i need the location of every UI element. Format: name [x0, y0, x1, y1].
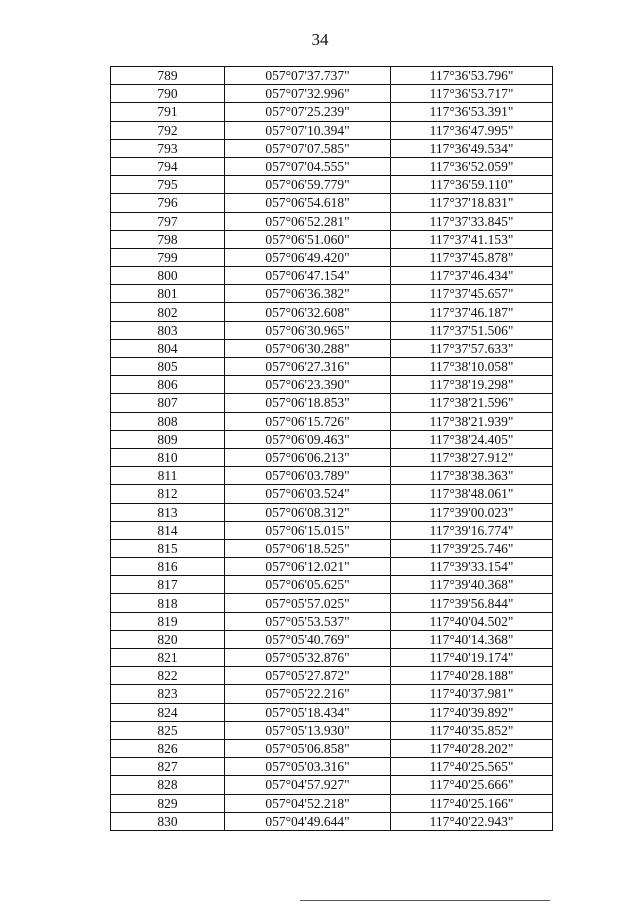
latitude-cell: 057°06'03.524" — [225, 485, 391, 503]
latitude-cell: 057°04'52.218" — [225, 794, 391, 812]
point-number-cell: 819 — [111, 612, 225, 630]
latitude-cell: 057°05'53.537" — [225, 612, 391, 630]
table-row — [111, 703, 553, 721]
point-number-cell: 814 — [111, 521, 225, 539]
longitude-cell: 117°36'53.391" — [391, 103, 553, 121]
point-number-cell: 796 — [111, 194, 225, 212]
table-row — [111, 321, 553, 339]
table-row — [111, 339, 553, 357]
latitude-cell: 057°05'22.216" — [225, 685, 391, 703]
latitude-cell: 057°06'05.625" — [225, 576, 391, 594]
longitude-cell: 117°38'38.363" — [391, 467, 553, 485]
longitude-cell: 117°37'51.506" — [391, 321, 553, 339]
longitude-cell: 117°40'25.166" — [391, 794, 553, 812]
table-row — [111, 376, 553, 394]
longitude-cell: 117°36'59.110" — [391, 176, 553, 194]
latitude-cell: 057°05'03.316" — [225, 758, 391, 776]
longitude-cell: 117°37'46.187" — [391, 303, 553, 321]
coordinates-table — [110, 66, 553, 831]
table-row — [111, 103, 553, 121]
latitude-cell: 057°07'25.239" — [225, 103, 391, 121]
latitude-cell: 057°06'09.463" — [225, 430, 391, 448]
point-number-cell: 820 — [111, 630, 225, 648]
latitude-cell: 057°07'32.996" — [225, 85, 391, 103]
longitude-cell: 117°38'48.061" — [391, 485, 553, 503]
latitude-cell: 057°06'30.288" — [225, 339, 391, 357]
table-row — [111, 194, 553, 212]
longitude-cell: 117°36'49.534" — [391, 139, 553, 157]
point-number-cell: 808 — [111, 412, 225, 430]
latitude-cell: 057°07'07.585" — [225, 139, 391, 157]
table-row — [111, 176, 553, 194]
longitude-cell: 117°37'45.878" — [391, 248, 553, 266]
point-number-cell: 826 — [111, 739, 225, 757]
latitude-cell: 057°06'08.312" — [225, 503, 391, 521]
longitude-cell: 117°36'53.796" — [391, 67, 553, 85]
table-row — [111, 467, 553, 485]
point-number-cell: 797 — [111, 212, 225, 230]
table-row — [111, 485, 553, 503]
table-row — [111, 630, 553, 648]
longitude-cell: 117°39'56.844" — [391, 594, 553, 612]
point-number-cell: 800 — [111, 267, 225, 285]
point-number-cell: 829 — [111, 794, 225, 812]
latitude-cell: 057°06'30.965" — [225, 321, 391, 339]
point-number-cell: 803 — [111, 321, 225, 339]
point-number-cell: 807 — [111, 394, 225, 412]
longitude-cell: 117°38'21.939" — [391, 412, 553, 430]
point-number-cell: 830 — [111, 812, 225, 830]
longitude-cell: 117°40'25.565" — [391, 758, 553, 776]
table-row — [111, 812, 553, 830]
latitude-cell: 057°05'40.769" — [225, 630, 391, 648]
table-row — [111, 430, 553, 448]
longitude-cell: 117°39'16.774" — [391, 521, 553, 539]
table-row — [111, 539, 553, 557]
longitude-cell: 117°38'27.912" — [391, 448, 553, 466]
latitude-cell: 057°06'47.154" — [225, 267, 391, 285]
longitude-cell: 117°40'19.174" — [391, 649, 553, 667]
table-row — [111, 758, 553, 776]
longitude-cell: 117°37'33.845" — [391, 212, 553, 230]
longitude-cell: 117°37'57.633" — [391, 339, 553, 357]
longitude-cell: 117°39'40.368" — [391, 576, 553, 594]
latitude-cell: 057°06'12.021" — [225, 558, 391, 576]
page-number: 34 — [311, 30, 329, 49]
latitude-cell: 057°07'37.737" — [225, 67, 391, 85]
point-number-cell: 811 — [111, 467, 225, 485]
table-row — [111, 85, 553, 103]
table-row — [111, 157, 553, 175]
longitude-cell: 117°40'28.188" — [391, 667, 553, 685]
longitude-cell: 117°40'22.943" — [391, 812, 553, 830]
longitude-cell: 117°36'52.059" — [391, 157, 553, 175]
longitude-cell: 117°38'19.298" — [391, 376, 553, 394]
point-number-cell: 791 — [111, 103, 225, 121]
longitude-cell: 117°40'28.202" — [391, 739, 553, 757]
latitude-cell: 057°07'10.394" — [225, 121, 391, 139]
table-row — [111, 267, 553, 285]
latitude-cell: 057°05'18.434" — [225, 703, 391, 721]
latitude-cell: 057°06'36.382" — [225, 285, 391, 303]
latitude-cell: 057°06'23.390" — [225, 376, 391, 394]
table-row — [111, 448, 553, 466]
point-number-cell: 818 — [111, 594, 225, 612]
longitude-cell: 117°40'04.502" — [391, 612, 553, 630]
point-number-cell: 798 — [111, 230, 225, 248]
point-number-cell: 809 — [111, 430, 225, 448]
table-row — [111, 667, 553, 685]
latitude-cell: 057°05'27.872" — [225, 667, 391, 685]
longitude-cell: 117°37'45.657" — [391, 285, 553, 303]
latitude-cell: 057°06'32.608" — [225, 303, 391, 321]
point-number-cell: 816 — [111, 558, 225, 576]
longitude-cell: 117°37'18.831" — [391, 194, 553, 212]
point-number-cell: 794 — [111, 157, 225, 175]
longitude-cell: 117°36'47.995" — [391, 121, 553, 139]
point-number-cell: 804 — [111, 339, 225, 357]
footer-rule — [300, 900, 550, 901]
latitude-cell: 057°05'32.876" — [225, 649, 391, 667]
table-row — [111, 503, 553, 521]
table-row — [111, 649, 553, 667]
longitude-cell: 117°39'33.154" — [391, 558, 553, 576]
latitude-cell: 057°06'27.316" — [225, 358, 391, 376]
latitude-cell: 057°06'18.525" — [225, 539, 391, 557]
point-number-cell: 805 — [111, 358, 225, 376]
longitude-cell: 117°37'41.153" — [391, 230, 553, 248]
point-number-cell: 822 — [111, 667, 225, 685]
longitude-cell: 117°40'35.852" — [391, 721, 553, 739]
point-number-cell: 801 — [111, 285, 225, 303]
latitude-cell: 057°06'59.779" — [225, 176, 391, 194]
table-row — [111, 776, 553, 794]
table-row — [111, 248, 553, 266]
point-number-cell: 789 — [111, 67, 225, 85]
latitude-cell: 057°06'51.060" — [225, 230, 391, 248]
latitude-cell: 057°05'06.858" — [225, 739, 391, 757]
table-row — [111, 794, 553, 812]
latitude-cell: 057°04'49.644" — [225, 812, 391, 830]
point-number-cell: 813 — [111, 503, 225, 521]
latitude-cell: 057°05'13.930" — [225, 721, 391, 739]
longitude-cell: 117°36'53.717" — [391, 85, 553, 103]
table-row — [111, 394, 553, 412]
table-row — [111, 412, 553, 430]
table-row — [111, 612, 553, 630]
table-row — [111, 303, 553, 321]
latitude-cell: 057°06'15.015" — [225, 521, 391, 539]
longitude-cell: 117°38'21.596" — [391, 394, 553, 412]
longitude-cell: 117°38'24.405" — [391, 430, 553, 448]
longitude-cell: 117°39'25.746" — [391, 539, 553, 557]
table-row — [111, 230, 553, 248]
table-row — [111, 558, 553, 576]
table-row — [111, 121, 553, 139]
latitude-cell: 057°04'57.927" — [225, 776, 391, 794]
latitude-cell: 057°06'03.789" — [225, 467, 391, 485]
latitude-cell: 057°06'52.281" — [225, 212, 391, 230]
point-number-cell: 812 — [111, 485, 225, 503]
point-number-cell: 793 — [111, 139, 225, 157]
table-row — [111, 67, 553, 85]
point-number-cell: 821 — [111, 649, 225, 667]
latitude-cell: 057°05'57.025" — [225, 594, 391, 612]
latitude-cell: 057°06'54.618" — [225, 194, 391, 212]
table-row — [111, 594, 553, 612]
point-number-cell: 802 — [111, 303, 225, 321]
point-number-cell: 792 — [111, 121, 225, 139]
longitude-cell: 117°39'00.023" — [391, 503, 553, 521]
latitude-cell: 057°06'15.726" — [225, 412, 391, 430]
coordinates-table-body — [111, 67, 553, 831]
point-number-cell: 827 — [111, 758, 225, 776]
point-number-cell: 828 — [111, 776, 225, 794]
point-number-cell: 795 — [111, 176, 225, 194]
point-number-cell: 817 — [111, 576, 225, 594]
longitude-cell: 117°40'37.981" — [391, 685, 553, 703]
table-row — [111, 212, 553, 230]
latitude-cell: 057°06'49.420" — [225, 248, 391, 266]
latitude-cell: 057°06'18.853" — [225, 394, 391, 412]
point-number-cell: 790 — [111, 85, 225, 103]
longitude-cell: 117°40'14.368" — [391, 630, 553, 648]
latitude-cell: 057°06'06.213" — [225, 448, 391, 466]
table-row — [111, 685, 553, 703]
point-number-cell: 824 — [111, 703, 225, 721]
point-number-cell: 799 — [111, 248, 225, 266]
longitude-cell: 117°40'25.666" — [391, 776, 553, 794]
table-row — [111, 285, 553, 303]
table-row — [111, 358, 553, 376]
point-number-cell: 823 — [111, 685, 225, 703]
longitude-cell: 117°38'10.058" — [391, 358, 553, 376]
longitude-cell: 117°37'46.434" — [391, 267, 553, 285]
table-row — [111, 139, 553, 157]
table-row — [111, 721, 553, 739]
table-row — [111, 739, 553, 757]
point-number-cell: 815 — [111, 539, 225, 557]
point-number-cell: 810 — [111, 448, 225, 466]
latitude-cell: 057°07'04.555" — [225, 157, 391, 175]
table-row — [111, 521, 553, 539]
point-number-cell: 806 — [111, 376, 225, 394]
longitude-cell: 117°40'39.892" — [391, 703, 553, 721]
point-number-cell: 825 — [111, 721, 225, 739]
table-row — [111, 576, 553, 594]
